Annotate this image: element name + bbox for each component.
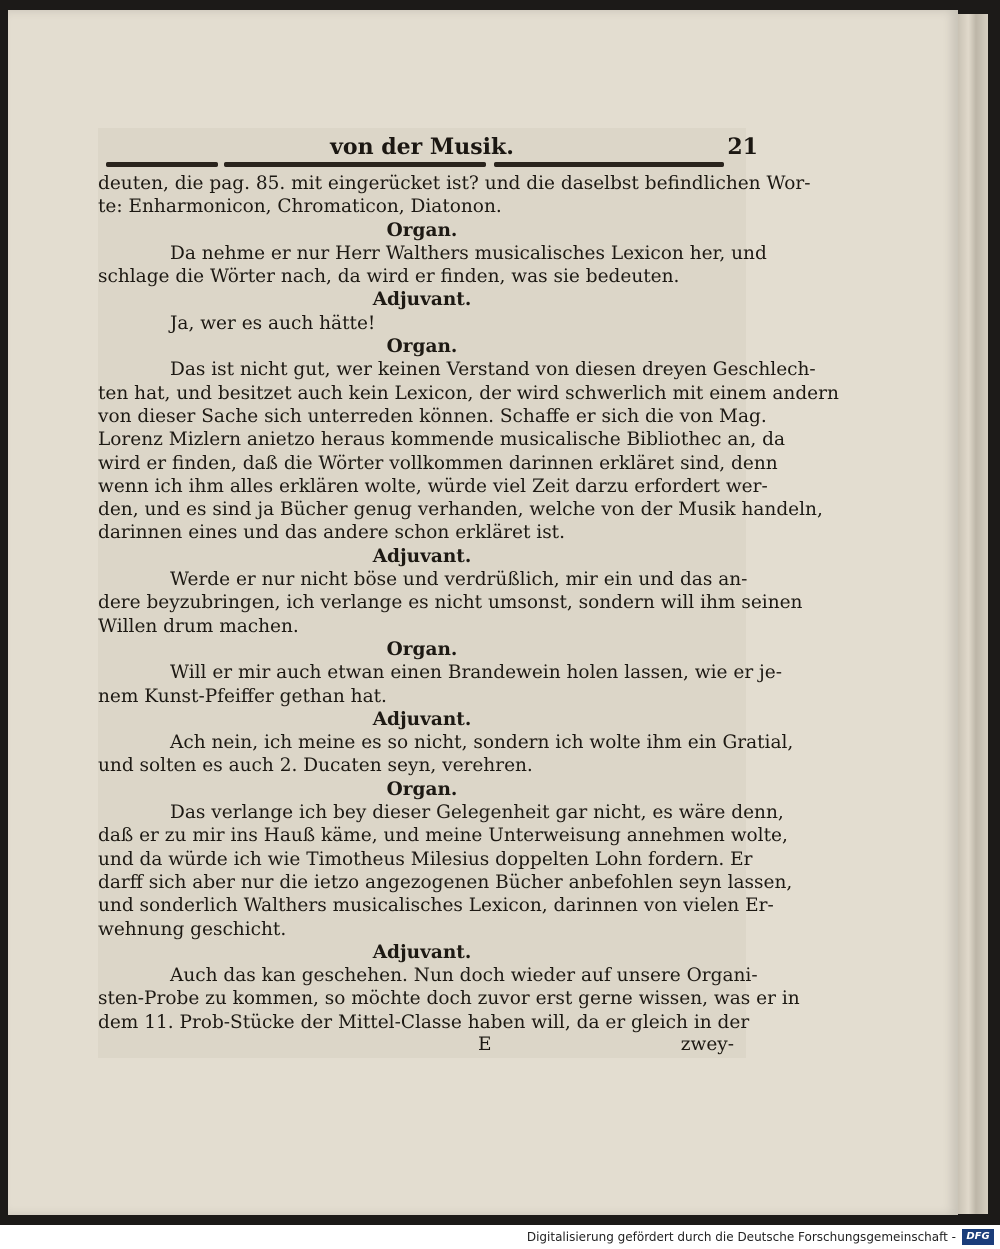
page-number: 21 xyxy=(727,134,758,160)
speaker-label: Adjuvant. xyxy=(372,545,472,567)
dfg-logo: DFG xyxy=(962,1229,994,1245)
text-line: ten hat, und besitzet auch kein Lexicon, der wird schwerlich mit einem andern xyxy=(98,382,839,404)
text-line: darff sich aber nur die ietzo angezogenen Bücher anbefohlen seyn lassen, xyxy=(98,871,793,893)
speaker-label: Organ. xyxy=(386,219,458,241)
text-line: darinnen eines und das andere schon erkläret ist. xyxy=(98,522,565,544)
header-rule-middle xyxy=(224,162,486,167)
text-line: und da würde ich wie Timotheus Milesius doppelten Lohn fordern. Er xyxy=(98,848,753,870)
text-line: Das ist nicht gut, wer keinen Verstand von diesen dreyen Geschlech- xyxy=(170,359,816,381)
text-line: deuten, die pag. 85. mit eingerücket ist? und die daselbst befindlichen Wor- xyxy=(98,173,811,194)
speaker-label: Adjuvant. xyxy=(372,708,472,730)
text-line: dem 11. Prob-Stücke der Mittel-Classe haben will, da er gleich in der xyxy=(98,1011,750,1033)
text-body xyxy=(98,162,839,1034)
digitization-notice: Digitalisierung gefördert durch die Deutsche Forschungsgemeinschaft - xyxy=(526,1230,956,1244)
text-line: Da nehme er nur Herr Walthers musicalisches Lexicon her, und xyxy=(170,242,767,264)
text-line: den, und es sind ja Bücher genug verhanden, welche von der Musik handeln, xyxy=(98,499,823,521)
speaker-label: Organ. xyxy=(386,336,458,358)
text-line: von dieser Sache sich unterreden können. Schaffe er sich die von Mag. xyxy=(98,405,767,427)
catch-line xyxy=(98,1034,746,1058)
header-rule-left xyxy=(106,162,218,167)
text-line: und solten es auch 2. Ducaten seyn, verehren. xyxy=(98,755,533,777)
speaker-label: Organ. xyxy=(386,638,458,660)
print-area xyxy=(98,128,839,1058)
text-line: Das verlange ich bey dieser Gelegenheit gar nicht, es wäre denn, xyxy=(170,802,784,824)
text-line: dere beyzubringen, ich verlange es nicht umsonst, sondern will ihm seinen xyxy=(98,592,803,614)
text-line: te: Enharmonicon, Chromaticon, Diatonon. xyxy=(98,196,502,218)
text-line: Auch das kan geschehen. Nun doch wieder auf unsere Organi- xyxy=(170,965,758,987)
text-line: Werde er nur nicht böse und verdrüßlich, mir ein und das an- xyxy=(170,569,748,591)
catchword: zwey- xyxy=(680,1033,734,1055)
signature-mark: E xyxy=(478,1033,492,1055)
page-edge-stack xyxy=(958,14,988,1214)
running-head: von der Musik. xyxy=(330,134,514,160)
text-line: Willen drum machen. xyxy=(98,615,299,637)
text-line: Will er mir auch etwan einen Brandewein holen lassen, wie er je- xyxy=(170,662,782,684)
text-line: wenn ich ihm alles erklären wolte, würde viel Zeit darzu erfordert wer- xyxy=(98,475,768,497)
speaker-label: Adjuvant. xyxy=(372,289,472,311)
text-line: wird er finden, daß die Wörter vollkommen darinnen erkläret sind, denn xyxy=(98,452,778,474)
text-line: Ach nein, ich meine es so nicht, sondern ich wolte ihm ein Gratial, xyxy=(170,732,794,754)
text-line: sten-Probe zu kommen, so möchte doch zuvor erst gerne wissen, was er in xyxy=(98,988,800,1010)
text-line: Lorenz Mizlern anietzo heraus kommende musicalische Bibliothec an, da xyxy=(98,429,786,451)
header-rule-right xyxy=(494,162,724,167)
text-line: und sonderlich Walthers musicalisches Lexicon, darinnen von vielen Er- xyxy=(98,895,774,917)
speaker-label: Adjuvant. xyxy=(372,941,472,963)
speaker-label: Organ. xyxy=(386,778,458,800)
text-line: wehnung geschicht. xyxy=(98,918,287,940)
text-line: schlage die Wörter nach, da wird er finden, was sie bedeuten. xyxy=(98,266,680,288)
text-line: Ja, wer es auch hätte! xyxy=(170,312,376,334)
text-line: daß er zu mir ins Hauß käme, und meine Unterweisung annehmen wolte, xyxy=(98,825,788,847)
page-header xyxy=(98,128,758,162)
text-line: nem Kunst-Pfeiffer gethan hat. xyxy=(98,685,387,707)
